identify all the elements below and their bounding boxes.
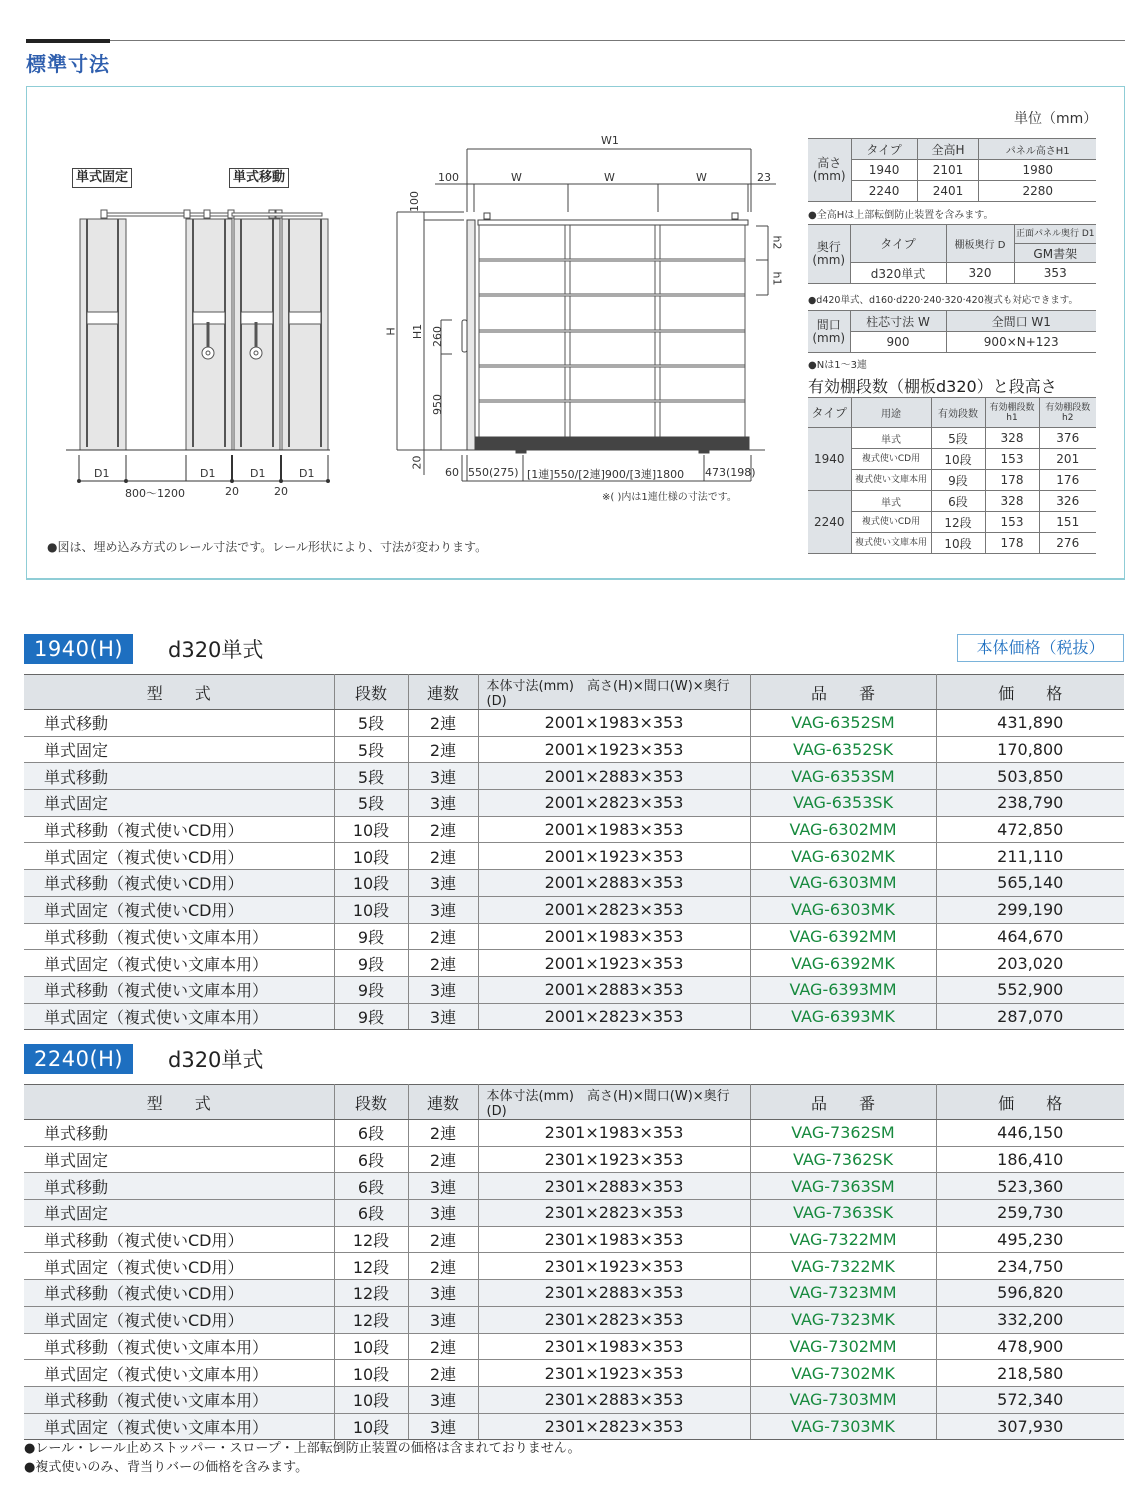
height-header-type: タイプ [851,139,917,160]
cell-dimensions: 2001×1983×353 [478,816,750,843]
cell-price: 552,900 [936,976,1124,1003]
cell-dimensions: 2001×2883×353 [478,976,750,1003]
dim-h1: H1 [411,323,425,340]
price-note-label: 本体価格（税抜） [957,634,1124,662]
cell-tiers: 10段 [334,1360,408,1387]
table-row [24,1333,1124,1360]
cell: 5段 [931,428,985,449]
cell: 単式 [851,428,931,449]
header-part-number: 品 番 [750,675,936,710]
cell-part-number: VAG-7302MK [750,1360,936,1387]
dim-d1-mobile-1: D1 [200,467,216,480]
cell: 900 [850,332,946,353]
cell-model: 単式固定 [24,1146,334,1173]
cell-price: 565,140 [936,870,1124,897]
cell-units: 2連 [408,1226,478,1253]
table-row [24,1146,1124,1173]
cell-part-number: VAG-6392MK [750,950,936,977]
cell-tiers: 5段 [334,736,408,763]
shelf-header-h2: 有効棚段数 h2 [1039,398,1096,428]
cell: 複式使いCD用 [851,449,931,470]
cell-units: 3連 [408,1003,478,1030]
cell-part-number: VAG-7323MK [750,1306,936,1333]
table-row [24,1280,1124,1307]
cell-units: 3連 [408,1173,478,1200]
cell-units: 3連 [408,790,478,817]
cell: 9段 [931,470,985,491]
cell: 376 [1039,428,1096,449]
table-2240-subtitle: d320単式 [168,1048,264,1072]
depth-header-panel: 正面パネル奥行 D1 [1014,225,1096,244]
cell: 2280 [979,181,1096,202]
table-row [24,843,1124,870]
cell-tiers: 5段 [334,710,408,737]
cell-model: 単式固定 [24,1200,334,1227]
cell-price: 503,850 [936,763,1124,790]
cell-units: 3連 [408,1200,478,1227]
table-row [24,1360,1124,1387]
cell-part-number: VAG-6353SK [750,790,936,817]
cell-model: 単式固定（複式使いCD用） [24,1253,334,1280]
cell-units: 3連 [408,1306,478,1333]
depth-table [808,224,1096,284]
table-row [24,1413,1124,1440]
table-row [24,710,1124,737]
header-model: 型 式 [24,675,334,710]
cell-part-number: VAG-6302MM [750,816,936,843]
width-table [808,310,1096,353]
table-row [24,950,1124,977]
width-row-label: 間口 (mm) [808,311,850,353]
cell-part-number: VAG-6392MM [750,923,936,950]
cell-model: 単式固定（複式使いCD用） [24,843,334,870]
cell-model: 単式移動 [24,710,334,737]
height-table [808,138,1096,202]
cell-units: 3連 [408,870,478,897]
cell-model: 単式固定（複式使い文庫本用） [24,1413,334,1440]
cell-price: 523,360 [936,1173,1124,1200]
dim-w-2: W [604,171,615,184]
shelf-type-1940: 1940 [808,428,851,491]
cell-model: 単式固定（複式使い文庫本用） [24,950,334,977]
cell-model: 単式固定（複式使い文庫本用） [24,1360,334,1387]
height-note: ●全高Hは上部転倒防止装置を含みます。 [808,210,994,221]
header-tiers: 段数 [334,675,408,710]
cell-part-number: VAG-7362SM [750,1120,936,1147]
cell: 328 [985,428,1039,449]
cell-dimensions: 2001×1983×353 [478,710,750,737]
cell-dimensions: 2001×1983×353 [478,923,750,950]
cell-price: 495,230 [936,1226,1124,1253]
dim-d1-mobile-3: D1 [299,467,315,480]
cell-dimensions: 2301×2883×353 [478,1280,750,1307]
cell-tiers: 6段 [334,1146,408,1173]
header-dimensions: 本体寸法(mm) 高さ(H)×間口(W)×奥行(D) [478,1085,750,1120]
cell-model: 単式固定（複式使いCD用） [24,896,334,923]
cell: 153 [985,512,1039,533]
cell-units: 2連 [408,1146,478,1173]
rail-note: ●図は、埋め込み方式のレール寸法です。レール形状により、寸法が変わります。 [47,540,488,554]
cell-tiers: 10段 [334,870,408,897]
dim-h2: h2 [770,235,784,250]
cell: 328 [985,491,1039,512]
cell-model: 単式移動 [24,1120,334,1147]
width-note: ●Nは1〜3連 [808,360,867,371]
dim-top: 100 [408,191,421,212]
cell-tiers: 6段 [334,1173,408,1200]
header-units: 連数 [408,675,478,710]
cell-part-number: VAG-7302MM [750,1333,936,1360]
dim-w-3: W [696,171,707,184]
cell-model: 単式移動 [24,1173,334,1200]
table-1940-badge: 1940(H) [24,634,133,664]
table-row [24,1226,1124,1253]
front-view-drawing [397,149,776,481]
cell-dimensions: 2001×1923×353 [478,736,750,763]
cell-price: 299,190 [936,896,1124,923]
cell: 10段 [931,449,985,470]
cell: 2401 [917,181,979,202]
cell-part-number: VAG-6352SK [750,736,936,763]
dim-h1-shelf: h1 [770,271,784,286]
cell-model: 単式移動（複式使い文庫本用） [24,976,334,1003]
cell: 276 [1039,533,1096,554]
cell-dimensions: 2301×1923×353 [478,1360,750,1387]
price-table-2240 [24,1084,1124,1440]
cell-part-number: VAG-6393MM [750,976,936,1003]
cell: 6段 [931,491,985,512]
height-header-total: 全高H [917,139,979,160]
depth-header-gm: GM書架 [1014,244,1096,263]
cell-tiers: 6段 [334,1200,408,1227]
cell-model: 単式移動 [24,763,334,790]
cell-dimensions: 2301×2823×353 [478,1200,750,1227]
depth-header-shelf: 棚板奥行 D [946,225,1014,263]
cell-price: 446,150 [936,1120,1124,1147]
cell: 320 [946,263,1014,284]
cell: 単式 [851,491,931,512]
cell-tiers: 6段 [334,1120,408,1147]
dim-gap-2: 20 [274,485,288,498]
cell-dimensions: 2301×1923×353 [478,1253,750,1280]
cell-dimensions: 2301×1983×353 [478,1333,750,1360]
shelf-table [808,397,1096,554]
cell-dimensions: 2301×2823×353 [478,1306,750,1333]
dim-rail-left: 550(275) [468,466,519,479]
cell-dimensions: 2301×2883×353 [478,1173,750,1200]
dim-left-offset: 100 [438,171,459,184]
cell-price: 307,930 [936,1413,1124,1440]
dim-rail-mid: [1連]550/[2連]900/[3連]1800 [527,468,685,481]
table-2240-badge: 2240(H) [24,1044,133,1074]
cell-tiers: 9段 [334,1003,408,1030]
cell-price: 478,900 [936,1333,1124,1360]
paren-note: ※( )内は1連仕様の寸法です。 [602,492,737,503]
cell-part-number: VAG-6302MK [750,843,936,870]
cell-tiers: 12段 [334,1306,408,1333]
header-price: 価 格 [936,675,1124,710]
shelf-type-2240: 2240 [808,491,851,554]
cell-part-number: VAG-7322MM [750,1226,936,1253]
cell-units: 2連 [408,843,478,870]
units-label: 単位（mm） [1014,111,1098,127]
dim-h: H [384,327,398,336]
width-header-total: 全間口 W1 [946,311,1096,332]
cell-units: 2連 [408,923,478,950]
cell-units: 2連 [408,1120,478,1147]
cell-units: 3連 [408,1413,478,1440]
cell-units: 2連 [408,736,478,763]
cell-model: 単式固定（複式使い文庫本用） [24,1003,334,1030]
cell-model: 単式移動（複式使いCD用） [24,1226,334,1253]
cell-tiers: 10段 [334,843,408,870]
cell: 900×N+123 [946,332,1096,353]
dim-rail-right: 473(198) [705,466,756,479]
table-row [24,1386,1124,1413]
cell-price: 238,790 [936,790,1124,817]
cell-units: 2連 [408,1253,478,1280]
cell-dimensions: 2001×1923×353 [478,843,750,870]
depth-row-label: 奥行 (mm) [808,225,850,284]
cell-units: 2連 [408,1360,478,1387]
cell: 12段 [931,512,985,533]
shelf-header-type: タイプ [808,398,851,428]
cell-tiers: 10段 [334,1413,408,1440]
table-row [24,976,1124,1003]
cell-price: 203,020 [936,950,1124,977]
price-table-1940 [24,674,1124,1030]
side-view-drawing [66,210,330,483]
cell: 2240 [851,181,917,202]
cell-price: 431,890 [936,710,1124,737]
cell: 178 [985,470,1039,491]
cell-part-number: VAG-6303MK [750,896,936,923]
cell-dimensions: 2301×2883×353 [478,1386,750,1413]
cell-dimensions: 2001×2883×353 [478,870,750,897]
cell-units: 2連 [408,950,478,977]
dim-right-offset: 23 [757,171,771,184]
cell-model: 単式移動（複式使いCD用） [24,1280,334,1307]
cell-part-number: VAG-7323MM [750,1280,936,1307]
cell-price: 259,730 [936,1200,1124,1227]
dim-base-left: 60 [445,466,459,479]
cell-price: 218,580 [936,1360,1124,1387]
cell-model: 単式移動（複式使い文庫本用） [24,1386,334,1413]
cell-price: 464,670 [936,923,1124,950]
table-row [24,896,1124,923]
cell-tiers: 12段 [334,1280,408,1307]
cell-price: 332,200 [936,1306,1124,1333]
cell-tiers: 10段 [334,1386,408,1413]
shelf-table-title: 有効棚段数（棚板d320）と段高さ [808,377,1057,396]
shelf-header-count: 有効段数 [931,398,985,428]
cell: 複式使いCD用 [851,512,931,533]
cell-dimensions: 2001×1923×353 [478,950,750,977]
cell-units: 2連 [408,816,478,843]
cell: 1940 [851,160,917,181]
cell-units: 3連 [408,1386,478,1413]
cell-units: 2連 [408,710,478,737]
cell-tiers: 10段 [334,1333,408,1360]
cell-tiers: 5段 [334,790,408,817]
cell: 2101 [917,160,979,181]
cell-dimensions: 2301×2823×353 [478,1413,750,1440]
height-header-panel: パネル高さH1 [979,139,1096,160]
cell-part-number: VAG-6352SM [750,710,936,737]
cell: 153 [985,449,1039,470]
cell-model: 単式移動（複式使い文庫本用） [24,923,334,950]
header-dimensions: 本体寸法(mm) 高さ(H)×間口(W)×奥行(D) [478,675,750,710]
cell: 10段 [931,533,985,554]
header-model: 型 式 [24,1085,334,1120]
dim-d1-fixed: D1 [94,467,110,480]
cell-dimensions: 2301×1983×353 [478,1226,750,1253]
height-row-label: 高さ (mm) [808,139,851,202]
cell-price: 170,800 [936,736,1124,763]
cell-model: 単式移動（複式使いCD用） [24,816,334,843]
table-row [24,1003,1124,1030]
header-units: 連数 [408,1085,478,1120]
cell-price: 234,750 [936,1253,1124,1280]
cell-units: 2連 [408,1333,478,1360]
cell: 複式使い文庫本用 [851,470,931,491]
cell-price: 572,340 [936,1386,1124,1413]
shelf-header-use: 用途 [851,398,931,428]
cell-part-number: VAG-7322MK [750,1253,936,1280]
dim-d1-mobile-2: D1 [250,467,266,480]
table-row [24,923,1124,950]
footnote-2: ●複式使いのみ、背当りバーの価格を含みます。 [24,1460,309,1475]
cell-part-number: VAG-7363SM [750,1173,936,1200]
depth-note: ●d420単式、d160·d220·240·320·420複式も対応できます。 [808,295,1078,306]
cell-price: 287,070 [936,1003,1124,1030]
cell-dimensions: 2301×1923×353 [478,1146,750,1173]
table-row [24,1173,1124,1200]
header-price: 価 格 [936,1085,1124,1120]
cell-part-number: VAG-6393MK [750,1003,936,1030]
table-row [24,736,1124,763]
cell: 151 [1039,512,1096,533]
table-row [24,763,1124,790]
table-1940-subtitle: d320単式 [168,638,264,662]
cell-part-number: VAG-7362SK [750,1146,936,1173]
cell-model: 単式固定 [24,790,334,817]
cell-dimensions: 2001×2883×353 [478,763,750,790]
label-fixed: 単式固定 [72,168,132,188]
header-tiers: 段数 [334,1085,408,1120]
cell: d320単式 [850,263,946,284]
cell: 201 [1039,449,1096,470]
dim-aisle: 800〜1200 [125,487,185,500]
cell-dimensions: 2001×2823×353 [478,896,750,923]
cell-tiers: 10段 [334,896,408,923]
dim-handle-height: 950 [431,394,444,415]
cell-price: 472,850 [936,816,1124,843]
cell-tiers: 5段 [334,763,408,790]
cell: 複式使い文庫本用 [851,533,931,554]
table-row [24,816,1124,843]
cell-dimensions: 2001×2823×353 [478,790,750,817]
table-row [24,1200,1124,1227]
cell-model: 単式移動（複式使いCD用） [24,870,334,897]
cell-units: 3連 [408,896,478,923]
shelf-header-h1: 有効棚段数 h1 [985,398,1039,428]
cell-price: 596,820 [936,1280,1124,1307]
cell: 176 [1039,470,1096,491]
width-header-pitch: 柱芯寸法 W [850,311,946,332]
cell: 353 [1014,263,1096,284]
table-row [24,1306,1124,1333]
label-mobile: 単式移動 [229,168,289,188]
cell-tiers: 12段 [334,1226,408,1253]
table-row [24,1253,1124,1280]
dim-bottom: 20 [410,455,424,470]
cell-tiers: 9段 [334,923,408,950]
footnote-1: ●レール・レール止めストッパー・スロープ・上部転倒防止装置の価格は含まれておりません。 [24,1441,581,1456]
cell-price: 211,110 [936,843,1124,870]
dim-gap-1: 20 [225,485,239,498]
cell-dimensions: 2301×1983×353 [478,1120,750,1147]
cell-model: 単式移動（複式使い文庫本用） [24,1333,334,1360]
cell-tiers: 12段 [334,1253,408,1280]
dim-w1: W1 [601,134,619,147]
cell-price: 186,410 [936,1146,1124,1173]
section-title: 標準寸法 [26,52,110,76]
cell-part-number: VAG-6353SM [750,763,936,790]
cell-dimensions: 2001×2823×353 [478,1003,750,1030]
cell-tiers: 10段 [334,816,408,843]
cell-units: 3連 [408,976,478,1003]
cell-part-number: VAG-7303MM [750,1386,936,1413]
cell-model: 単式固定（複式使いCD用） [24,1306,334,1333]
cell: 1980 [979,160,1096,181]
cell-tiers: 9段 [334,976,408,1003]
cell-part-number: VAG-7363SK [750,1200,936,1227]
cell-units: 3連 [408,1280,478,1307]
cell-part-number: VAG-7303MK [750,1413,936,1440]
cell: 326 [1039,491,1096,512]
cell: 178 [985,533,1039,554]
cell-tiers: 9段 [334,950,408,977]
depth-header-type: タイプ [850,225,946,263]
table-row [24,1120,1124,1147]
cell-units: 3連 [408,763,478,790]
table-row [24,790,1124,817]
cell-model: 単式固定 [24,736,334,763]
header-part-number: 品 番 [750,1085,936,1120]
dim-w-1: W [511,171,522,184]
dim-handle: 260 [431,326,444,347]
cell-part-number: VAG-6303MM [750,870,936,897]
table-row [24,870,1124,897]
